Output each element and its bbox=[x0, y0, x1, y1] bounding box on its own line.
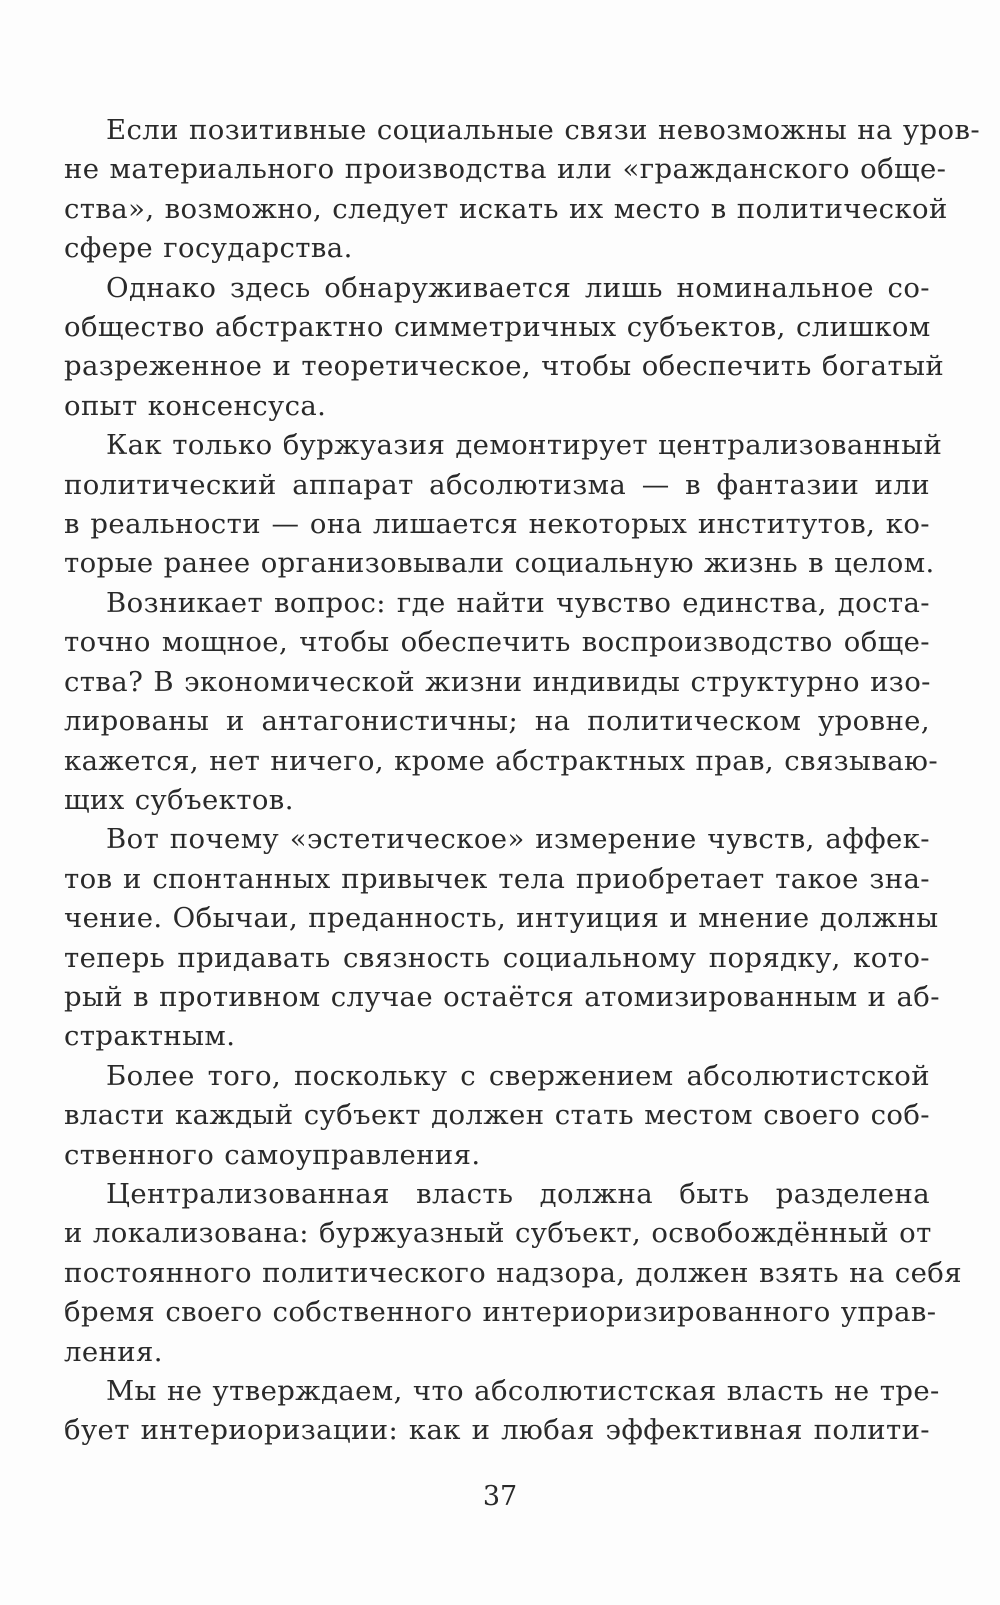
text-line: Вот почему «эстетическое» измерение чувств, аффек- bbox=[106, 823, 930, 856]
text-line: ства? В экономической жизни индивиды структурно изо- bbox=[64, 665, 931, 698]
paragraph bbox=[64, 1372, 940, 1451]
paragraph bbox=[64, 820, 940, 1056]
text-line: не материального производства или «гражданского обще- bbox=[64, 153, 947, 186]
text-line: Однако здесь обнаруживается лишь номинальное со- bbox=[106, 271, 930, 304]
text-line: Если позитивные социальные связи невозможны на уров- bbox=[106, 114, 981, 146]
text-line: в реальности — она лишается некоторых институтов, ко- bbox=[64, 508, 930, 541]
body-text bbox=[64, 111, 981, 1451]
text-line: Мы не утверждаем, что абсолютистская власть не тре- bbox=[106, 1375, 940, 1407]
text-line: теперь придавать связность социальному порядку, кото- bbox=[64, 941, 930, 974]
text-line: кажется, нет ничего, кроме абстрактных прав, связываю- bbox=[64, 744, 939, 777]
text-line: Централизованная власть должна быть разделена bbox=[106, 1177, 930, 1210]
paragraph bbox=[64, 584, 939, 820]
text-line: власти каждый субъект должен стать местом своего соб- bbox=[64, 1099, 930, 1132]
text-line: бремя своего собственного интериоризированного управ- bbox=[64, 1296, 937, 1329]
text-line: общество абстрактно симметричных субъектов, слишком bbox=[64, 311, 931, 344]
text-line: щих субъектов. bbox=[64, 783, 294, 816]
text-line: Возникает вопрос: где найти чувство единства, доста- bbox=[106, 586, 930, 619]
text-line: Более того, поскольку с свержением абсолютистской bbox=[106, 1059, 930, 1092]
text-line: рый в противном случае остаётся атомизированным и аб- bbox=[64, 980, 940, 1013]
text-line: бует интериоризации: как и любая эффективная полити- bbox=[64, 1414, 930, 1447]
text-line: точно мощное, чтобы обеспечить воспроизводство обще- bbox=[64, 626, 930, 659]
paragraph bbox=[64, 269, 945, 427]
paragraph bbox=[64, 111, 981, 269]
text-line: страктным. bbox=[64, 1020, 236, 1053]
text-line: тов и спонтанных привычек тела приобретает такое зна- bbox=[64, 862, 930, 895]
text-line: постоянного политического надзора, должен взять на себя bbox=[64, 1256, 962, 1289]
text-line: чение. Обычаи, преданность, интуиция и мнение должны bbox=[64, 902, 939, 935]
text-line: политический аппарат абсолютизма — в фантазии или bbox=[64, 468, 930, 501]
paragraph bbox=[64, 1175, 962, 1372]
text-line: ства», возможно, следует искать их место в политической bbox=[64, 192, 948, 225]
text-line: сфере государства. bbox=[64, 232, 353, 265]
text-line: ственного самоуправления. bbox=[64, 1138, 481, 1171]
text-line: лированы и антагонистичны; на политическом уровне, bbox=[64, 705, 930, 738]
text-line: разреженное и теоретическое, чтобы обеспечить богатый bbox=[64, 350, 945, 383]
paragraph bbox=[64, 1057, 930, 1175]
page-number: 37 bbox=[482, 1481, 518, 1512]
text-line: опыт консенсуса. bbox=[64, 389, 327, 422]
text-line: ления. bbox=[64, 1335, 163, 1368]
text-line: и локализована: буржуазный субъект, освобождённый от bbox=[64, 1217, 932, 1250]
text-line: торые ранее организовывали социальную жизнь в целом. bbox=[64, 547, 935, 580]
text-line: Как только буржуазия демонтирует централизованный bbox=[106, 429, 943, 462]
paragraph bbox=[64, 426, 943, 584]
